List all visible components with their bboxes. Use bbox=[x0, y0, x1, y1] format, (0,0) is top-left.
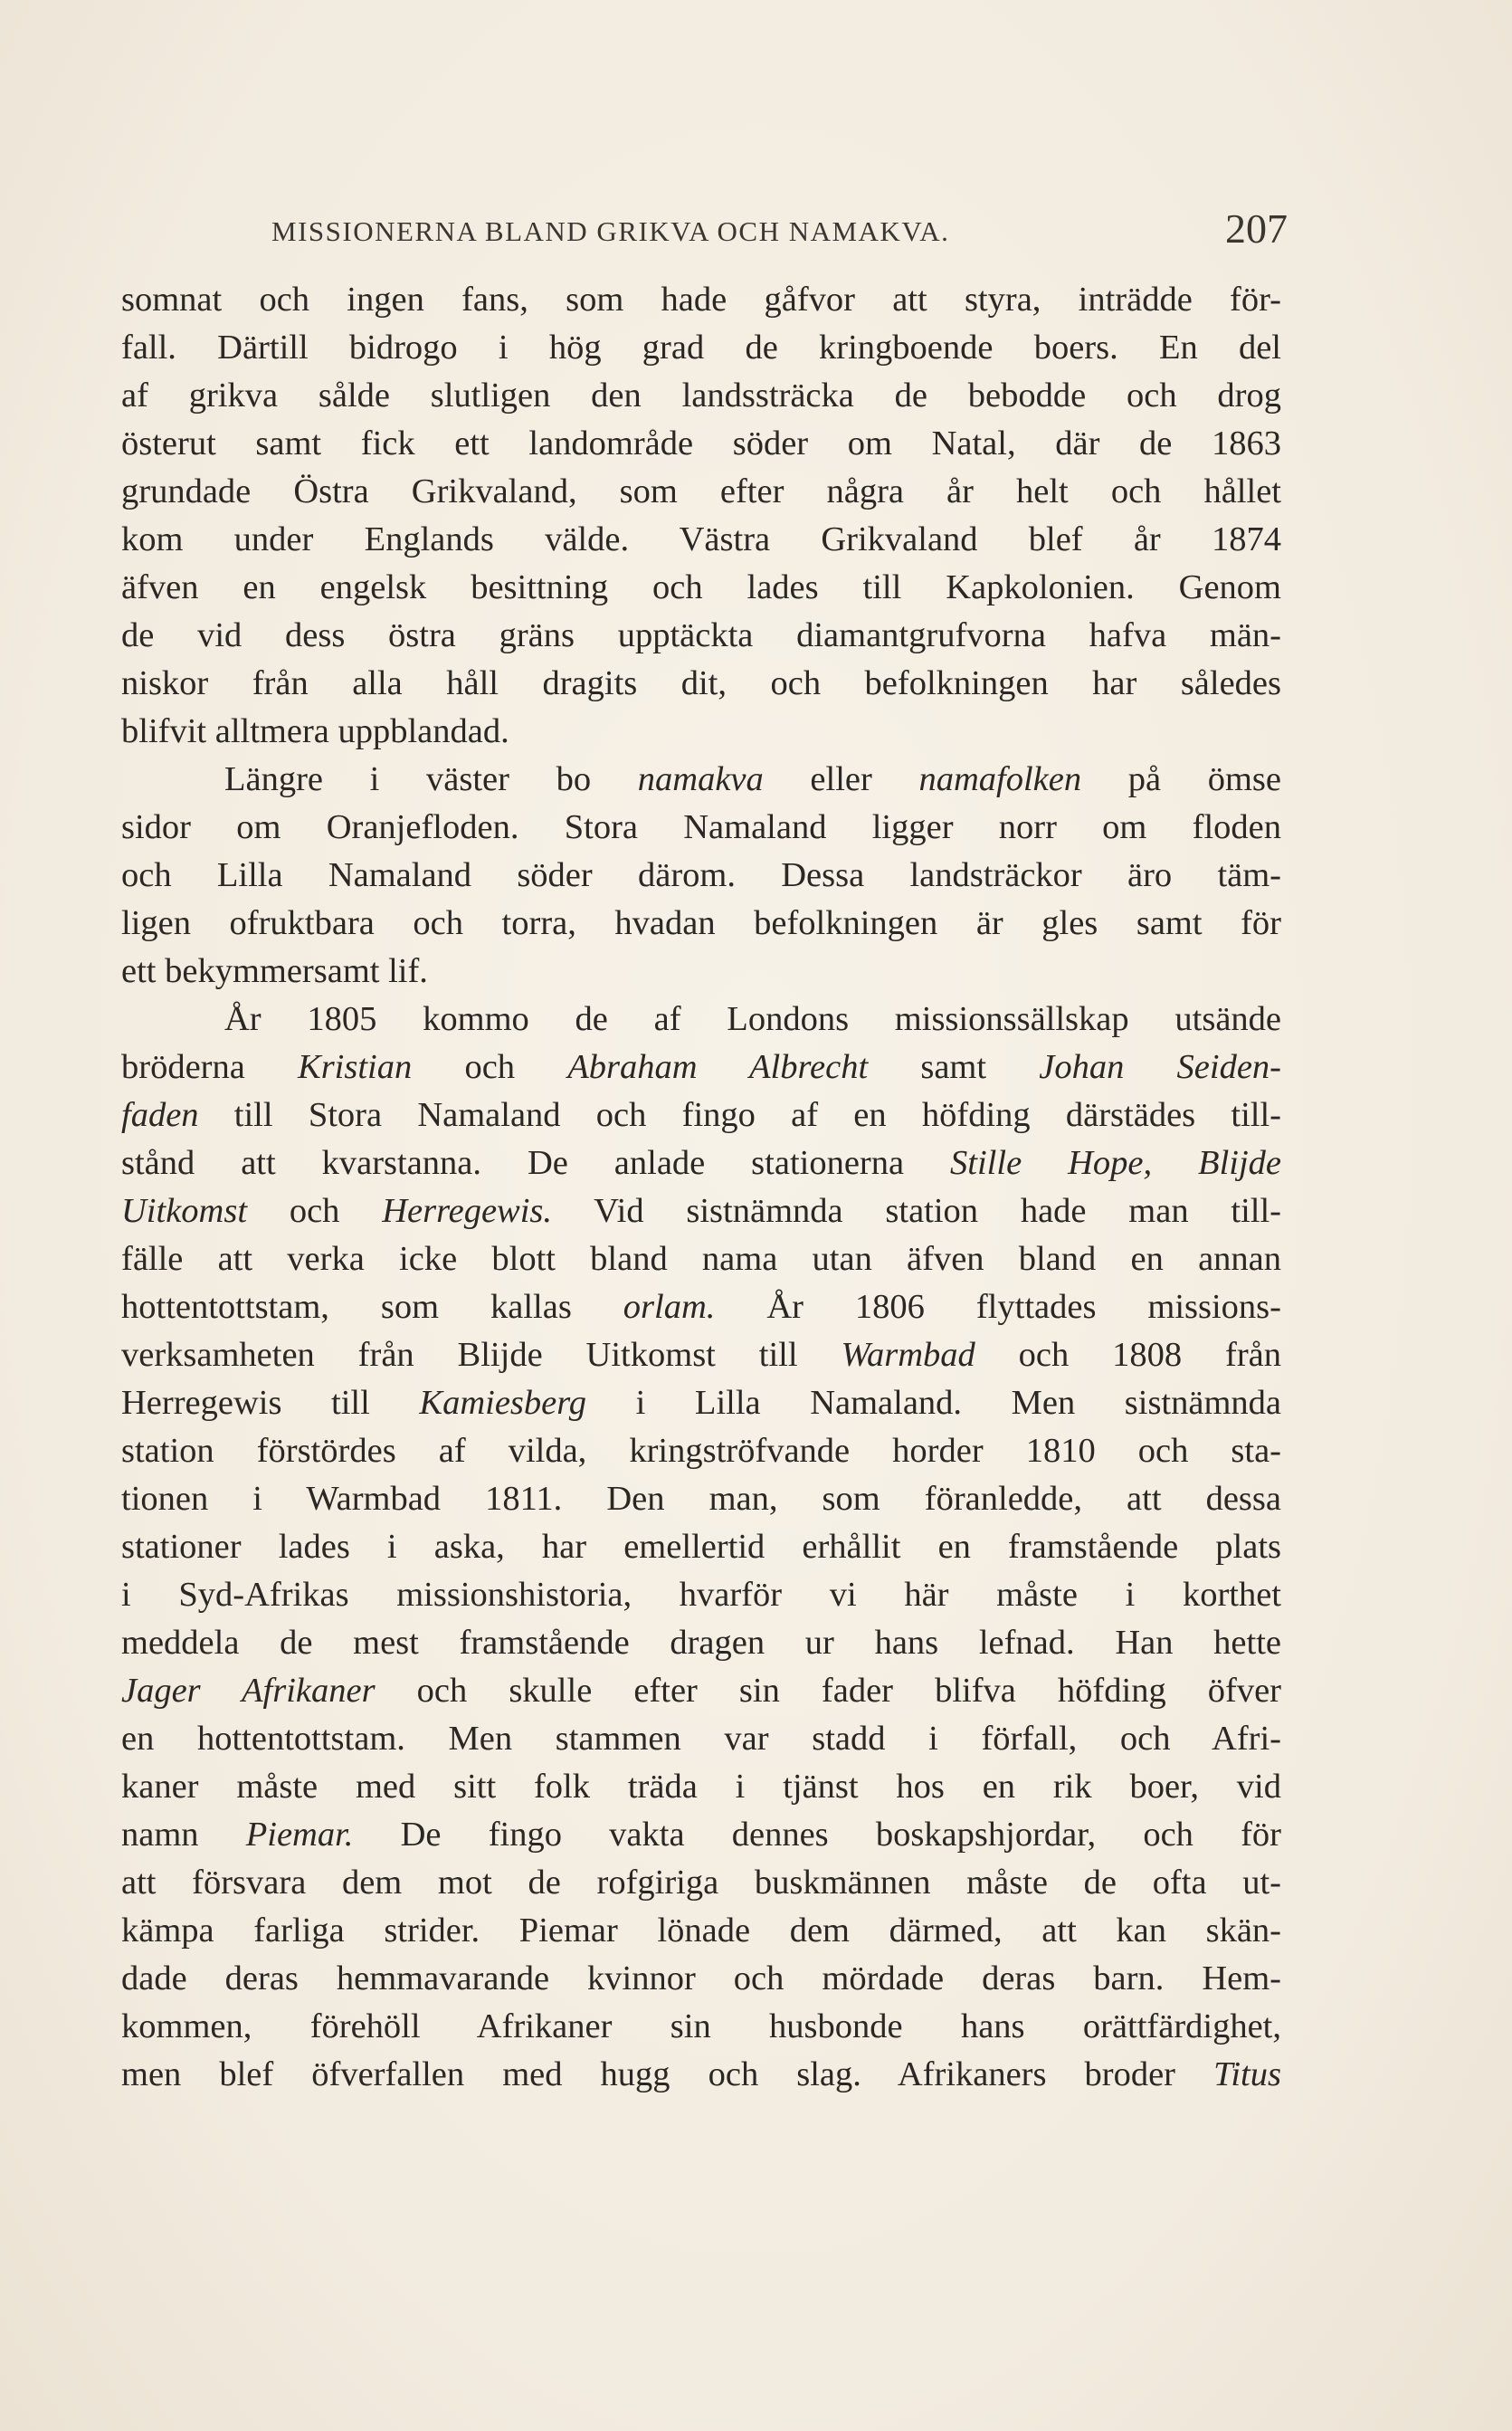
text-line bbox=[121, 1331, 1281, 1379]
text-line bbox=[121, 900, 1281, 948]
page-number: 207 bbox=[1225, 205, 1288, 252]
running-header: MISSIONERNA BLAND GRIKVA OCH NAMAKVA. bbox=[271, 215, 950, 247]
text-segment: på ömse bbox=[1081, 760, 1281, 798]
text-line bbox=[121, 1092, 1281, 1139]
text-segment: af grikva sålde slutligen den landssträcka de bebodde och drog bbox=[121, 377, 1281, 415]
text-line bbox=[121, 660, 1281, 708]
italic-segment: Warmbad bbox=[841, 1336, 975, 1374]
text-line bbox=[121, 852, 1281, 900]
text-segment: en hottentottstam. Men stammen var stadd i förfall, och Afri- bbox=[121, 1720, 1281, 1758]
text-segment: grundade Östra Grikvaland, som efter några år helt och hållet bbox=[121, 472, 1281, 510]
text-segment: meddela de mest framstående dragen ur hans lefnad. Han hette bbox=[121, 1624, 1281, 1662]
text-segment: fall. Därtill bidrogo i hög grad de kringboende boers. En del bbox=[121, 329, 1281, 367]
text-segment: Vid sistnämnda station hade man till- bbox=[552, 1192, 1281, 1230]
text-segment: ett bekymmersamt lif. bbox=[121, 952, 428, 990]
text-line bbox=[121, 1283, 1281, 1331]
text-line bbox=[121, 708, 1281, 756]
text-segment: niskor från alla håll dragits dit, och befolkningen har således bbox=[121, 664, 1281, 702]
text-segment: År 1805 kommo de af Londons missionssällskap utsände bbox=[224, 1000, 1281, 1038]
italic-segment: faden bbox=[121, 1096, 199, 1134]
text-line bbox=[121, 564, 1281, 612]
text-segment: och skulle efter sin fader blifva höfding öfver bbox=[375, 1672, 1281, 1710]
text-line bbox=[121, 996, 1281, 1044]
italic-segment: Stille Hope, Blijde bbox=[950, 1144, 1281, 1182]
text-segment: eller bbox=[763, 760, 919, 798]
text-segment: och bbox=[412, 1048, 568, 1086]
text-line bbox=[121, 372, 1281, 420]
text-segment: kämpa farliga strider. Piemar lönade dem därmed, att kan skän- bbox=[121, 1911, 1281, 1950]
text-segment: station förstördes af vilda, kringströfvande horder 1810 och sta- bbox=[121, 1432, 1281, 1470]
text-line bbox=[121, 324, 1281, 372]
text-segment: Längre i väster bo bbox=[224, 760, 638, 798]
text-line bbox=[121, 1571, 1281, 1619]
text-line bbox=[121, 1859, 1281, 1907]
text-segment: blifvit alltmera uppblandad. bbox=[121, 712, 509, 750]
text-line bbox=[121, 1475, 1281, 1523]
text-segment: och Lilla Namaland söder därom. Dessa landsträckor äro täm- bbox=[121, 856, 1281, 894]
text-segment: namn bbox=[121, 1816, 246, 1854]
italic-segment: Abraham Albrecht bbox=[567, 1048, 869, 1086]
text-segment: i Lilla Namaland. Men sistnämnda bbox=[586, 1384, 1282, 1422]
text-line bbox=[121, 2003, 1281, 2051]
text-segment: Herregewis till bbox=[121, 1384, 420, 1422]
text-segment: kommen, förehöll Afrikaner sin husbonde hans orättfärdighet, bbox=[121, 2007, 1281, 2045]
text-segment: och bbox=[247, 1192, 383, 1230]
italic-segment: orlam. bbox=[623, 1288, 716, 1326]
text-line bbox=[121, 1763, 1281, 1811]
text-line bbox=[121, 804, 1281, 852]
text-line bbox=[121, 1187, 1281, 1235]
text-line bbox=[121, 756, 1281, 804]
italic-segment: Johan Seiden- bbox=[1039, 1048, 1281, 1086]
italic-segment: Jager Afrikaner bbox=[121, 1672, 376, 1710]
text-segment: i Syd-Afrikas missionshistoria, hvarför vi här måste i korthet bbox=[121, 1576, 1281, 1614]
text-segment: och 1808 från bbox=[975, 1336, 1281, 1374]
text-segment: äfven en engelsk besittning och lades till Kapkolonien. Genom bbox=[121, 568, 1281, 606]
italic-segment: namakva bbox=[637, 760, 764, 798]
text-line bbox=[121, 1715, 1281, 1763]
text-segment: stationer lades i aska, har emellertid erhållit en framstående plats bbox=[121, 1528, 1281, 1566]
text-segment: hottentottstam, som kallas bbox=[121, 1288, 623, 1326]
text-line bbox=[121, 1235, 1281, 1283]
italic-segment: Titus bbox=[1213, 2055, 1281, 2093]
text-segment: De fingo vakta dennes boskapshjordar, och för bbox=[353, 1816, 1281, 1854]
text-line bbox=[121, 1139, 1281, 1187]
text-segment: men blef öfverfallen med hugg och slag. Afrikaners broder bbox=[121, 2055, 1214, 2093]
text-segment: stånd att kvarstanna. De anlade stationerna bbox=[121, 1144, 951, 1182]
text-segment: År 1806 flyttades missions- bbox=[715, 1288, 1281, 1326]
text-segment: kaner måste med sitt folk träda i tjänst hos en rik boer, vid bbox=[121, 1768, 1281, 1806]
text-line bbox=[121, 276, 1281, 324]
text-segment: somnat och ingen fans, som hade gåfvor att styra, inträdde för- bbox=[121, 281, 1281, 319]
text-line bbox=[121, 1811, 1281, 1859]
text-segment: till Stora Namaland och fingo af en höfding därstädes till- bbox=[198, 1096, 1281, 1134]
text-segment: verksamheten från Blijde Uitkomst till bbox=[121, 1336, 842, 1374]
text-line bbox=[121, 948, 1281, 996]
text-segment: samt bbox=[868, 1048, 1040, 1086]
text-line bbox=[121, 420, 1281, 468]
text-segment: de vid dess östra gräns upptäckta diamantgrufvorna hafva män- bbox=[121, 616, 1281, 654]
text-line bbox=[121, 468, 1281, 516]
text-line bbox=[121, 1379, 1281, 1427]
text-segment: bröderna bbox=[121, 1048, 299, 1086]
text-line bbox=[121, 1044, 1281, 1092]
text-line bbox=[121, 1523, 1281, 1571]
text-line bbox=[121, 516, 1281, 564]
italic-segment: Kristian bbox=[298, 1048, 413, 1086]
text-line bbox=[121, 612, 1281, 660]
text-line bbox=[121, 1619, 1281, 1667]
text-segment: kom under Englands välde. Västra Grikvaland blef år 1874 bbox=[121, 520, 1281, 558]
text-segment: tionen i Warmbad 1811. Den man, som föranledde, att dessa bbox=[121, 1480, 1281, 1518]
text-segment: fälle att verka icke blott bland nama utan äfven bland en annan bbox=[121, 1240, 1281, 1278]
italic-segment: namafolken bbox=[918, 760, 1082, 798]
text-segment: dade deras hemmavarande kvinnor och mördade deras barn. Hem- bbox=[121, 1959, 1281, 1997]
italic-segment: Kamiesberg bbox=[419, 1384, 587, 1422]
text-line bbox=[121, 1907, 1281, 1955]
text-segment: österut samt fick ett landområde söder om Natal, där de 1863 bbox=[121, 424, 1281, 462]
text-line bbox=[121, 1667, 1281, 1715]
text-line bbox=[121, 1427, 1281, 1475]
text-line bbox=[121, 2051, 1281, 2099]
text-segment: att försvara dem mot de rofgiriga buskmännen måste de ofta ut- bbox=[121, 1864, 1281, 1902]
body-text bbox=[121, 276, 1281, 2099]
italic-segment: Uitkomst bbox=[121, 1192, 248, 1230]
text-segment: sidor om Oranjefloden. Stora Namaland ligger norr om floden bbox=[121, 808, 1281, 846]
italic-segment: Piemar. bbox=[245, 1816, 354, 1854]
text-segment: ligen ofruktbara och torra, hvadan befolkningen är gles samt för bbox=[121, 904, 1281, 942]
italic-segment: Herregewis. bbox=[382, 1192, 553, 1230]
text-line bbox=[121, 1955, 1281, 2003]
